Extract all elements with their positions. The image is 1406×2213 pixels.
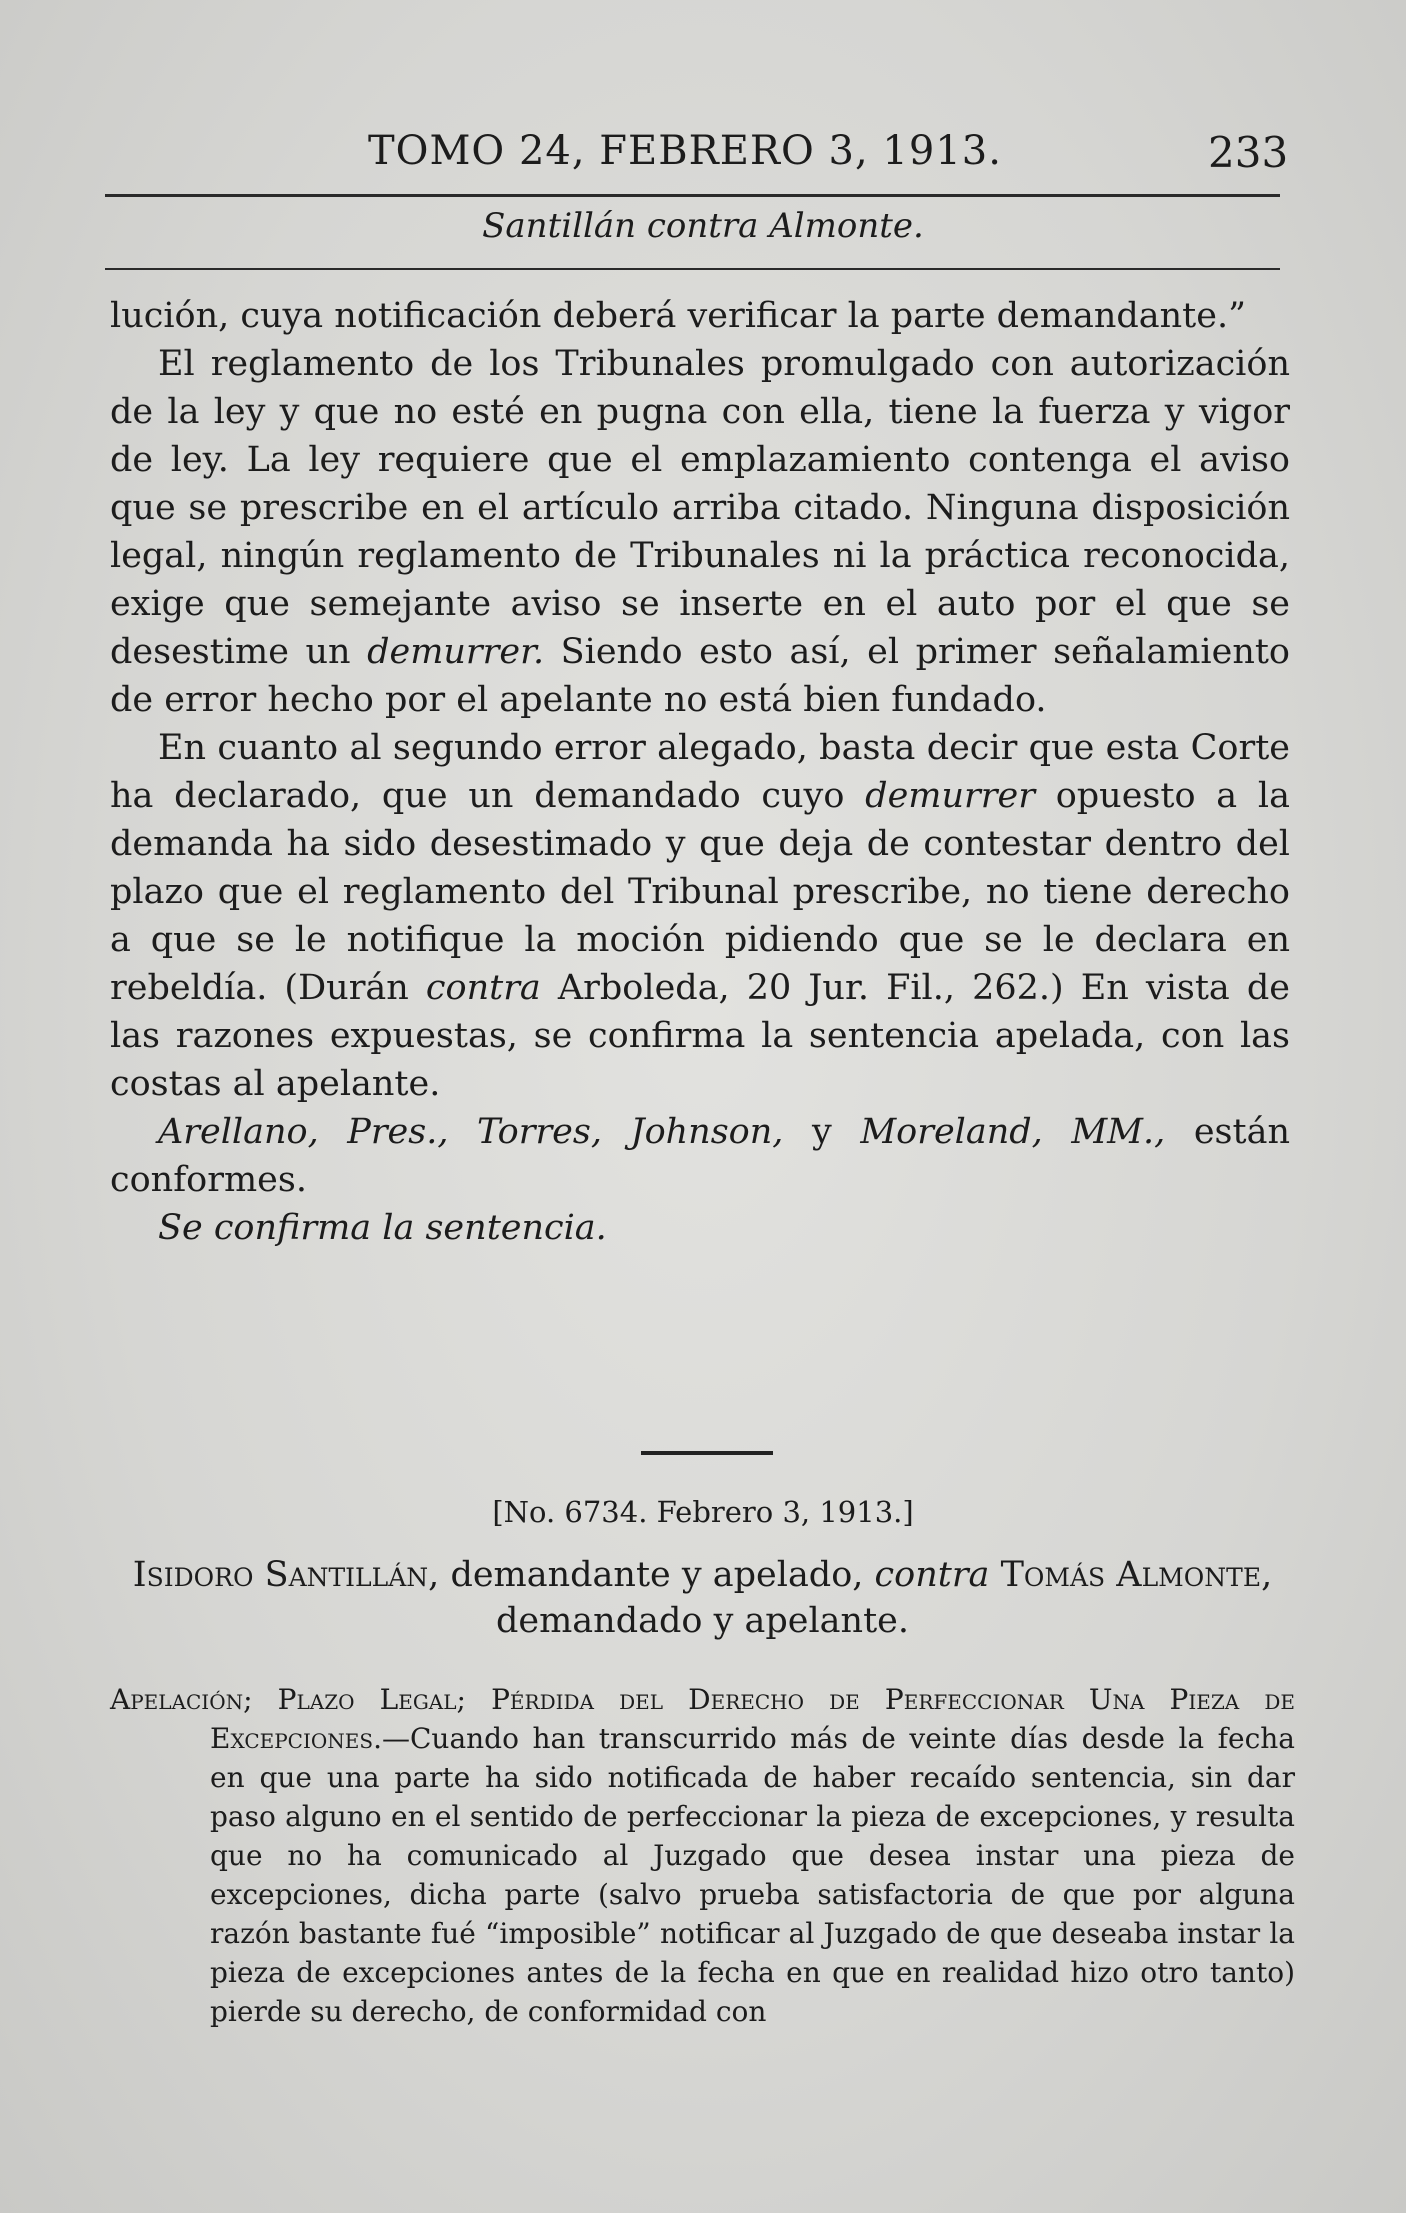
paragraph-1 (110, 292, 1290, 340)
concurrence-conj: y (783, 1112, 861, 1152)
opinion-text (110, 292, 1290, 1252)
paragraph-2 (110, 340, 1290, 724)
paragraph-2-text-end: Siendo esto así, el primer señalamiento de error hecho por el apelante no está bien fundado. (110, 632, 1290, 720)
paragraph-3-text: En cuanto al segundo error alegado, basta decir que esta Corte ha declarado, que un demandado cuyo (110, 728, 1290, 816)
concurrence-text: están conformes. (110, 1112, 1290, 1200)
syllabus (110, 1680, 1295, 2031)
justices-names-2: Moreland, MM., (860, 1112, 1166, 1152)
page-number: 233 (1208, 128, 1289, 177)
section-divider (641, 1451, 773, 1455)
paragraph-3-text-end: Arboleda, 20 Jur. Fil., 262.) En vista de las razones expuestas, se confirma la sentencia apelada, con las costas al apelante. (110, 968, 1290, 1104)
caption-rule (105, 268, 1280, 270)
concurrence (110, 1108, 1290, 1204)
running-head: TOMO 24, FEBRERO 3, 1913. (368, 128, 1002, 174)
paragraph-3-text-mid: opuesto a la demanda ha sido desestimado y que deja de contestar dentro del plazo que el reglamento del Tribunal prescribe, no tiene derecho a que se le notifique la moción pidiendo que se le declara en rebeldía. (Durán (110, 776, 1290, 1008)
docket-line: [No. 6734. Febrero 3, 1913.] (492, 1495, 914, 1529)
judgment-text: Se confirma la sentencia. (158, 1208, 607, 1248)
party-2-name: Tomás Almonte, (989, 1555, 1273, 1595)
page-header (0, 128, 1406, 188)
syllabus-text: —Cuando han transcurrido más de veinte días desde la fecha en que una parte ha sido notificada de haber recaído sentencia, sin dar paso alguno en el sentido de perfeccionar la pieza de excepciones, y resulta que no ha comunicado al Juzgado que desea instar una pieza de excepciones, dicha parte (salvo prueba satisfactoria de que por alguna razón bastante fué “imposible” notificar al Juzgado de que deseaba instar la pieza de excepciones antes de la fecha en que en realidad hizo otro tanto) pierde su derecho, de conformidad con (210, 1722, 1295, 2028)
syllabus-heading: Apelación; Plazo Legal; Pérdida del Derecho de Perfeccionar Una Pieza de Excepciones. (110, 1683, 1295, 1755)
justices-names: Arellano, Pres., Torres, Johnson, (158, 1112, 784, 1152)
header-rule (105, 194, 1280, 197)
contra-word: contra (874, 1555, 990, 1595)
paragraph-1-text: lución, cuya notificación deberá verificar la parte demandante.” (110, 296, 1246, 336)
italic-term: demurrer (865, 776, 1035, 816)
paragraph-2-text: El reglamento de los Tribunales promulgado con autorización de la ley y que no esté en pugna con ella, tiene la fuerza y vigor de ley. La ley requiere que el emplazamiento contenga el aviso que se prescribe en el artículo arriba citado. Ninguna disposición legal, ningún reglamento de Tribunales ni la práctica reconocida, exige que semejante aviso se inserte en el auto por el que se desestime un (110, 344, 1290, 672)
case-parties (110, 1552, 1295, 1644)
italic-term: contra (425, 968, 541, 1008)
paragraph-3 (110, 724, 1290, 1108)
italic-term: demurrer. (367, 632, 545, 672)
party-1-role: demandante y apelado, (439, 1555, 875, 1595)
judgment (110, 1204, 1290, 1252)
party-2-role: demandado y apelante. (496, 1601, 909, 1641)
party-1-name: Isidoro Santillán, (132, 1555, 440, 1595)
case-caption: Santillán contra Almonte. (482, 206, 924, 246)
